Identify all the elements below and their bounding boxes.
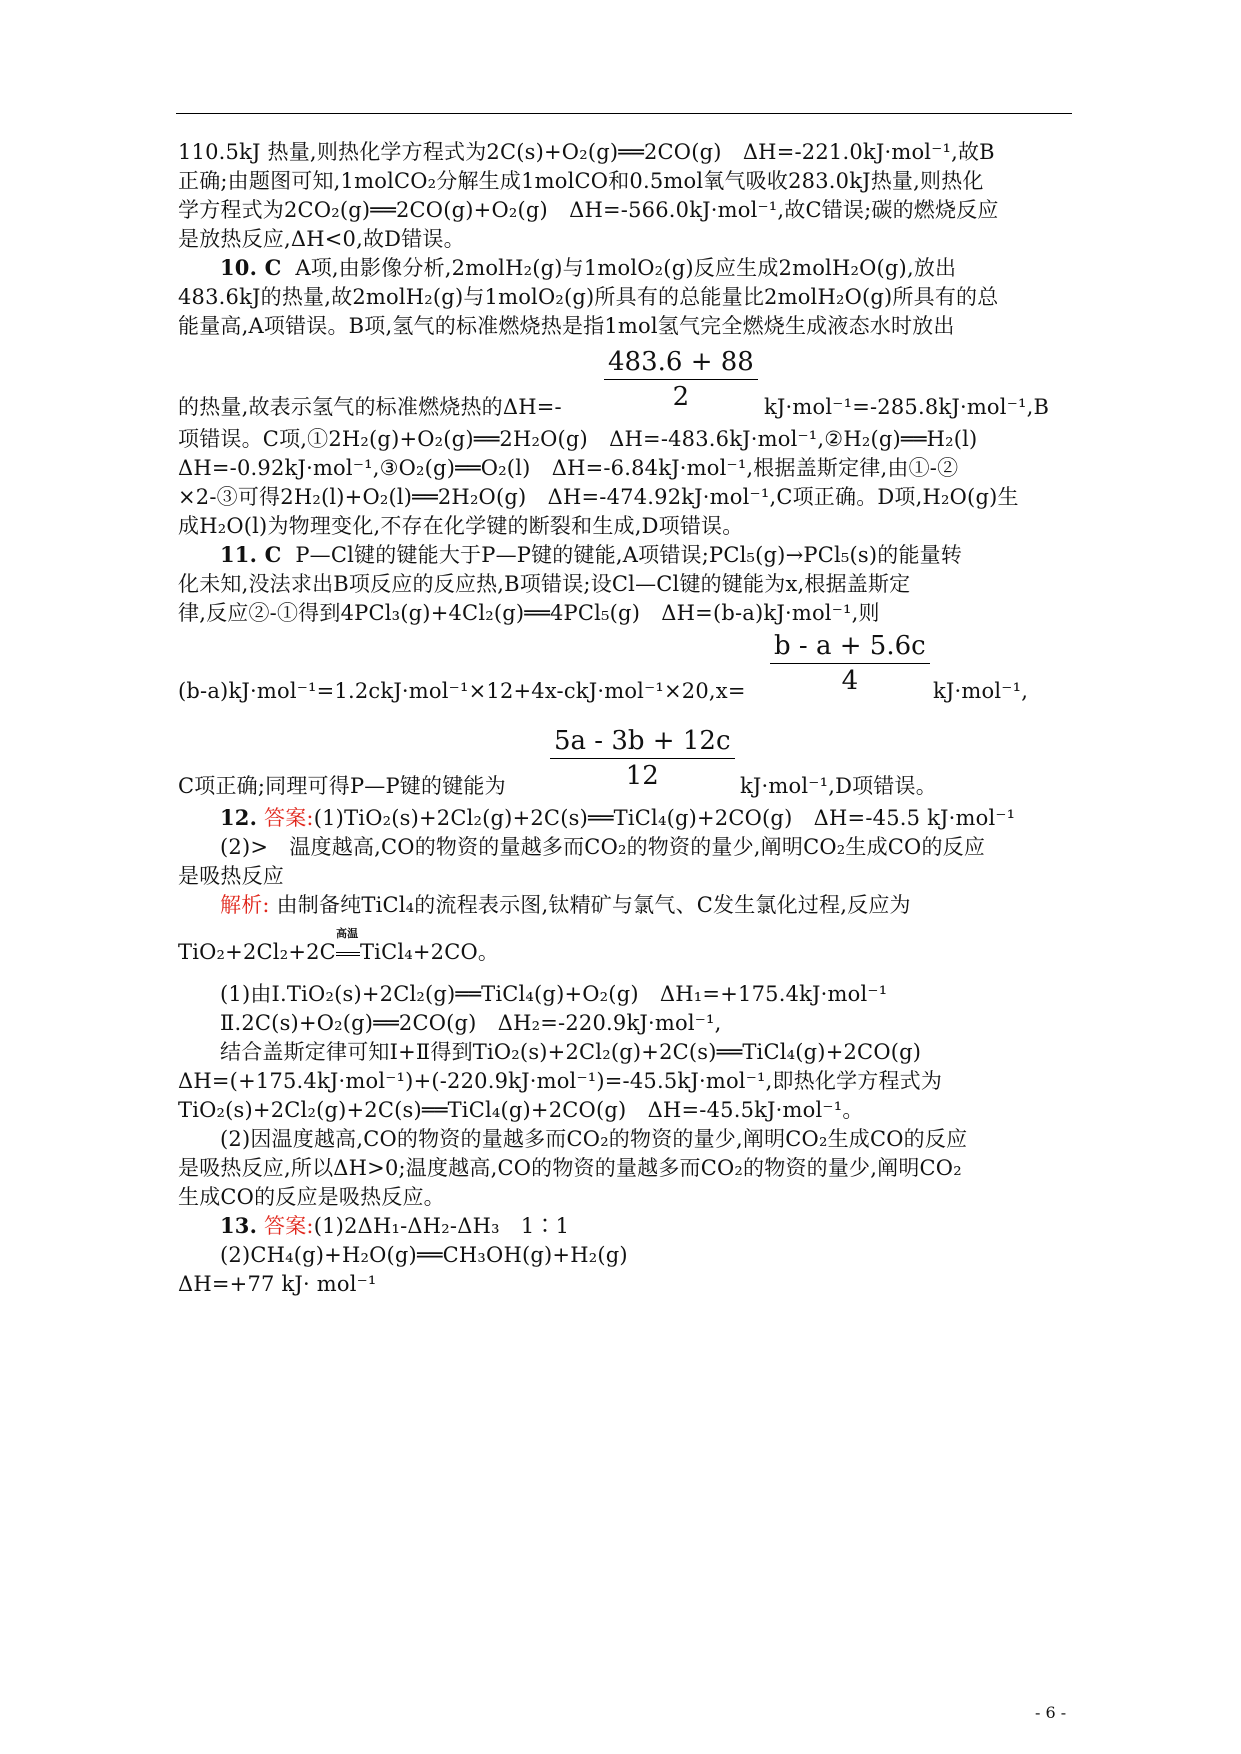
text-line: 项错误。C项,①2H₂(g)+O₂(g)══2H₂O(g) ΔH=-483.6kJ·mol⁻¹,②H₂(g)══H₂(l) bbox=[178, 427, 978, 451]
analysis-line bbox=[220, 890, 911, 920]
question-13 bbox=[220, 1211, 569, 1241]
header-rule bbox=[176, 113, 1072, 114]
text-span: (1)2ΔH₁-ΔH₂-ΔH₃ 1∶1 bbox=[313, 1214, 570, 1238]
text-line: 是放热反应,ΔH<0,故D错误。 bbox=[178, 227, 465, 251]
text-span: 由制备纯TiCl₄的流程表示图,钛精矿与氯气、C发生氯化过程,反应为 bbox=[276, 893, 911, 917]
text-line: 律,反应②-①得到4PCl₃(g)+4Cl₂(g)══4PCl₅(g) ΔH=(b-a)kJ·mol⁻¹,则 bbox=[178, 601, 880, 625]
text-span: A项,由影像分析,2molH₂(g)与1molO₂(g)反应生成2molH₂O(g),放出 bbox=[295, 256, 957, 280]
condition-label: 高温 bbox=[335, 927, 359, 940]
question-number: 12. bbox=[220, 805, 258, 830]
text-line: 的热量,故表示氢气的标准燃烧热的ΔH=- bbox=[178, 395, 562, 419]
high-temp-arrow bbox=[335, 927, 360, 967]
text-line: ΔH=-0.92kJ·mol⁻¹,③O₂(g)══O₂(l) ΔH=-6.84kJ·mol⁻¹,根据盖斯定律,由①-② bbox=[178, 456, 959, 480]
text-line: (2)> 温度越高,CO的物资的量越多而CO₂的物资的量少,阐明CO₂生成CO的反应 bbox=[220, 835, 986, 859]
fraction-2 bbox=[770, 629, 930, 698]
fraction-denominator: 12 bbox=[625, 761, 659, 791]
text-line: (1)由Ⅰ.TiO₂(s)+2Cl₂(g)══TiCl₄(g)+O₂(g) ΔH₁=+175.4kJ·mol⁻¹ bbox=[220, 982, 888, 1006]
text-line: 能量高,A项错误。B项,氢气的标准燃烧热是指1mol氢气完全燃烧生成液态水时放出 bbox=[178, 314, 955, 338]
analysis-label: 解析: bbox=[220, 893, 270, 917]
text-line: 是吸热反应 bbox=[178, 864, 284, 888]
fraction-numerator: 483.6 + 88 bbox=[604, 345, 758, 380]
text-line: kJ·mol⁻¹=-285.8kJ·mol⁻¹,B bbox=[764, 395, 1050, 419]
text-line: (2)CH₄(g)+H₂O(g)══CH₃OH(g)+H₂(g) bbox=[220, 1243, 628, 1267]
text-line: Ⅱ.2C(s)+O₂(g)══2CO(g) ΔH₂=-220.9kJ·mol⁻¹, bbox=[220, 1011, 722, 1035]
fraction-denominator: 2 bbox=[672, 382, 690, 412]
fraction-numerator: b - a + 5.6c bbox=[770, 629, 930, 664]
answer-label: 答案: bbox=[264, 1214, 314, 1238]
text-line: (2)因温度越高,CO的物资的量越多而CO₂的物资的量少,阐明CO₂生成CO的反应 bbox=[220, 1127, 968, 1151]
question-10 bbox=[220, 253, 956, 283]
text-span: TiO₂+2Cl₂+2C bbox=[178, 940, 336, 964]
text-line: ×2-③可得2H₂(l)+O₂(l)══2H₂O(g) ΔH=-474.92kJ·mol⁻¹,C项正确。D项,H₂O(g)生 bbox=[178, 485, 1019, 509]
text-line: (b-a)kJ·mol⁻¹=1.2ckJ·mol⁻¹×12+4x-ckJ·mol⁻¹×20,x= bbox=[178, 679, 746, 703]
question-number: 11. C bbox=[220, 542, 282, 567]
answer-label: 答案: bbox=[264, 806, 314, 830]
fraction-numerator: 5a - 3b + 12c bbox=[550, 724, 735, 759]
question-number: 10. C bbox=[220, 255, 282, 280]
page-number: - 6 - bbox=[1035, 1703, 1067, 1722]
text-line: 正确;由题图可知,1molCO₂分解生成1molCO和0.5mol氧气吸收283.0kJ热量,则热化 bbox=[178, 169, 984, 193]
text-span: P—Cl键的键能大于P—P键的键能,A项错误;PCl₅(g)→PCl₅(s)的能量转 bbox=[295, 543, 963, 567]
text-span: (1)TiO₂(s)+2Cl₂(g)+2C(s)══TiCl₄(g)+2CO(g) ΔH=-45.5 kJ·mol⁻¹ bbox=[313, 806, 1016, 830]
text-line: ΔH=+77 kJ· mol⁻¹ bbox=[178, 1272, 377, 1296]
text-line: 化未知,没法求出B项反应的反应热,B项错误;设Cl—Cl键的键能为x,根据盖斯定 bbox=[178, 572, 911, 596]
question-number: 13. bbox=[220, 1213, 258, 1238]
fraction-1 bbox=[604, 345, 758, 414]
text-line: C项正确;同理可得P—P键的键能为 bbox=[178, 774, 506, 798]
text-line: ΔH=(+175.4kJ·mol⁻¹)+(-220.9kJ·mol⁻¹)=-45.5kJ·mol⁻¹,即热化学方程式为 bbox=[178, 1069, 943, 1093]
text-span: TiCl₄+2CO。 bbox=[359, 940, 500, 964]
question-12 bbox=[220, 803, 1015, 833]
text-line: 483.6kJ的热量,故2molH₂(g)与1molO₂(g)所具有的总能量比2molH₂O(g)所具有的总 bbox=[178, 285, 999, 309]
text-line: 是吸热反应,所以ΔH>0;温度越高,CO的物资的量越多而CO₂的物资的量少,阐明CO₂ bbox=[178, 1156, 962, 1180]
text-line: kJ·mol⁻¹,D项错误。 bbox=[740, 774, 937, 798]
text-line: kJ·mol⁻¹, bbox=[933, 679, 1029, 703]
text-line: 学方程式为2CO₂(g)══2CO(g)+O₂(g) ΔH=-566.0kJ·mol⁻¹,故C错误;碳的燃烧反应 bbox=[178, 198, 999, 222]
fraction-denominator: 4 bbox=[841, 666, 859, 696]
fraction-3 bbox=[550, 724, 735, 793]
text-line: 生成CO的反应是吸热反应。 bbox=[178, 1185, 445, 1209]
text-line: TiO₂(s)+2Cl₂(g)+2C(s)══TiCl₄(g)+2CO(g) ΔH=-45.5kJ·mol⁻¹。 bbox=[178, 1098, 864, 1122]
text-line: 成H₂O(l)为物理变化,不存在化学键的断裂和生成,D项错误。 bbox=[178, 514, 744, 538]
reaction-line bbox=[178, 927, 500, 967]
text-line: 结合盖斯定律可知Ⅰ+Ⅱ得到TiO₂(s)+2Cl₂(g)+2C(s)══TiCl₄(g)+2CO(g) bbox=[220, 1040, 922, 1064]
text-line: 110.5kJ 热量,则热化学方程式为2C(s)+O₂(g)══2CO(g) ΔH=-221.0kJ·mol⁻¹,故B bbox=[178, 140, 995, 164]
question-11 bbox=[220, 540, 962, 570]
